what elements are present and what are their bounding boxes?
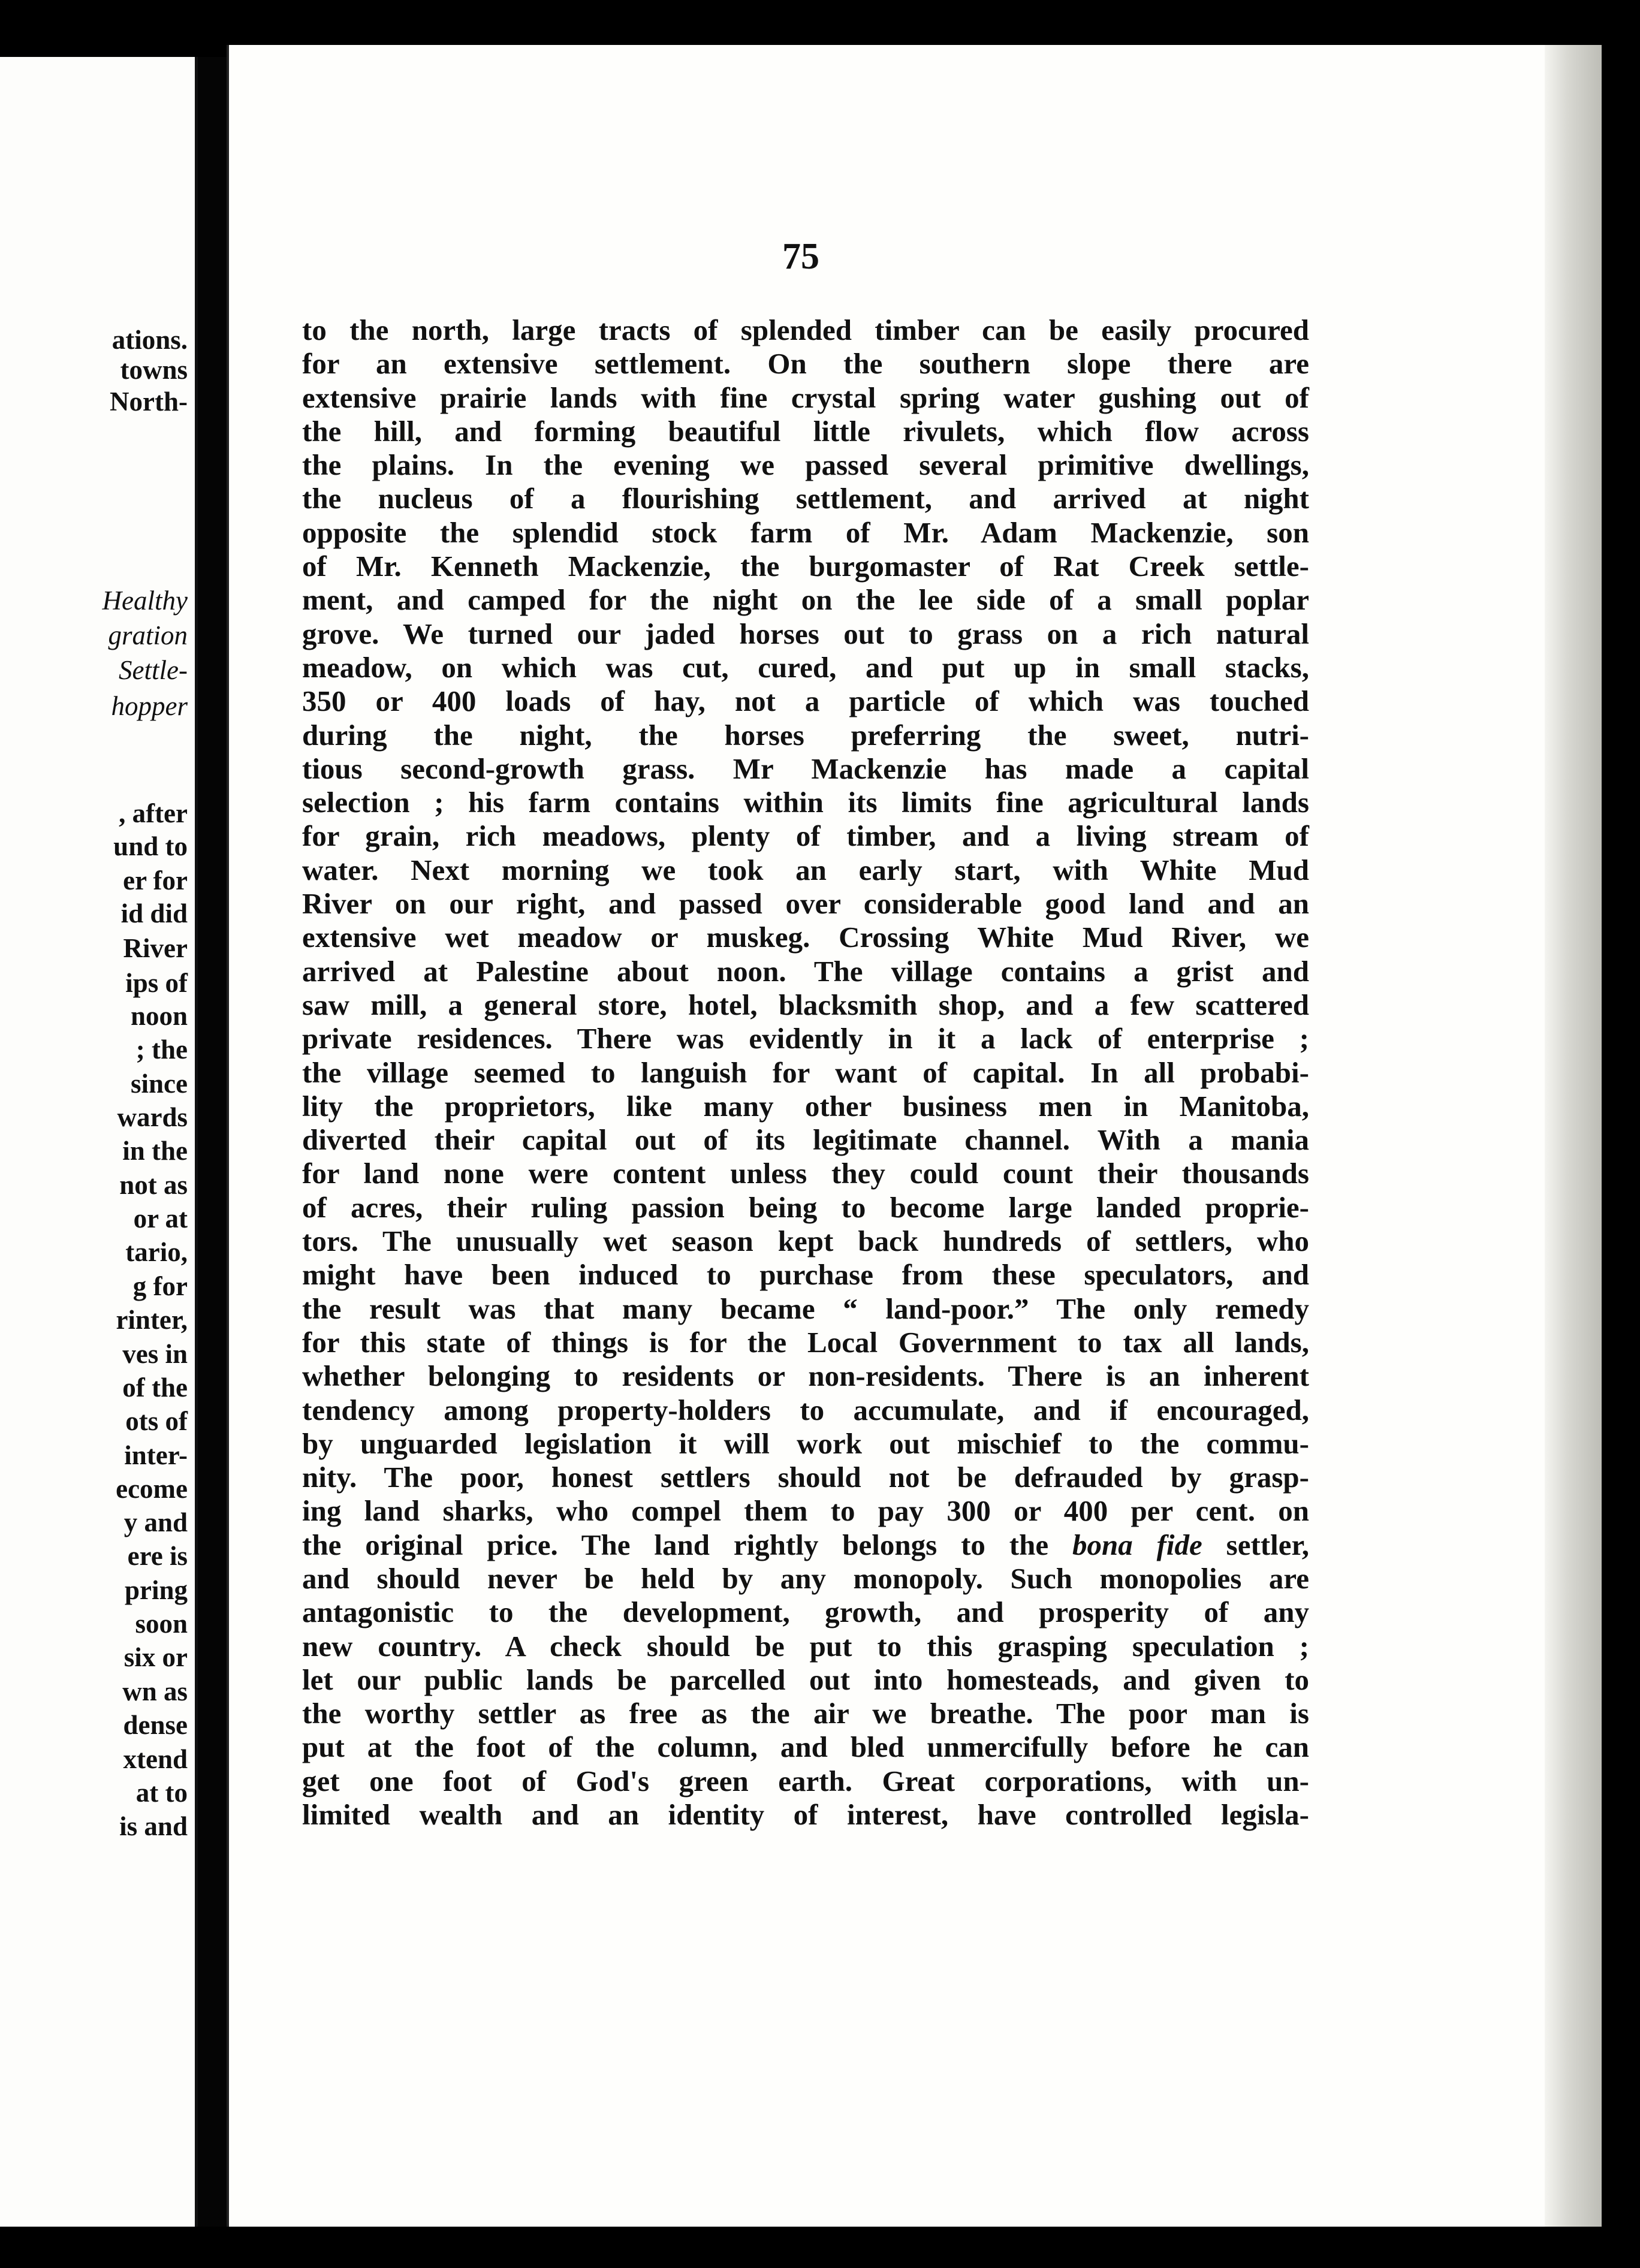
text-line: opposite the splendid stock farm of Mr. Adam Mackenzie, son bbox=[302, 515, 1309, 549]
text-line: diverted their capital out of its legitimate channel. With a mania bbox=[302, 1123, 1309, 1157]
left-page-line: noon bbox=[130, 1001, 188, 1031]
text-line: the original price. The land rightly belongs to the bona fide settler, bbox=[302, 1528, 1309, 1561]
left-page-line: ips of bbox=[125, 968, 188, 998]
left-page-line: er for bbox=[123, 865, 188, 895]
text-line: ment, and camped for the night on the lee side of a small poplar bbox=[302, 583, 1309, 617]
text-line: ing land sharks, who compel them to pay 300 or 400 per cent. on bbox=[302, 1494, 1309, 1528]
left-page-line: rinter, bbox=[116, 1305, 188, 1335]
text-line: by unguarded legislation it will work out mischief to the commu- bbox=[302, 1426, 1309, 1460]
text-line: the village seemed to languish for want of capital. In all probabi- bbox=[302, 1055, 1309, 1089]
text-line: for land none were content unless they could count their thousands bbox=[302, 1157, 1309, 1190]
left-page-line: of the bbox=[122, 1373, 188, 1403]
left-page-line: ves in bbox=[122, 1339, 188, 1369]
text-line: arrived at Palestine about noon. The village contains a grist and bbox=[302, 954, 1309, 988]
text-line: extensive wet meadow or muskeg. Crossing White Mud River, we bbox=[302, 921, 1309, 954]
body-text bbox=[302, 313, 1309, 1832]
left-page-line: xtend bbox=[123, 1744, 188, 1774]
left-page-line: towns bbox=[120, 355, 188, 385]
text-line: of acres, their ruling passion being to become large landed proprie- bbox=[302, 1190, 1309, 1224]
text-line: during the night, the horses preferring the sweet, nutri- bbox=[302, 718, 1309, 752]
page-edge-shadow bbox=[1545, 45, 1602, 2227]
right-page bbox=[227, 45, 1602, 2227]
text-line: let our public lands be parcelled out into homesteads, and given to bbox=[302, 1663, 1309, 1696]
text-line: the worthy settler as free as the air we breathe. The poor man is bbox=[302, 1697, 1309, 1730]
text-line: selection ; his farm contains within its limits fine agricultural lands bbox=[302, 786, 1309, 819]
left-page-line: g for bbox=[132, 1271, 188, 1301]
text-line: might have been induced to purchase from these speculators, and bbox=[302, 1258, 1309, 1292]
left-page-line: ots of bbox=[125, 1406, 188, 1436]
text-line: for an extensive settlement. On the southern slope there are bbox=[302, 347, 1309, 381]
italic-phrase: bona fide bbox=[1072, 1528, 1202, 1561]
left-page-line: gration bbox=[108, 620, 188, 650]
left-page-line: wn as bbox=[122, 1676, 188, 1706]
text-line: new country. A check should be put to this grasping speculation ; bbox=[302, 1629, 1309, 1663]
left-facing-page bbox=[0, 57, 198, 2227]
left-page-line: hopper bbox=[111, 691, 188, 721]
left-page-line: ere is bbox=[127, 1541, 188, 1571]
left-page-line: ; the bbox=[135, 1035, 188, 1064]
left-page-line: is and bbox=[119, 1811, 188, 1841]
left-page-line: inter- bbox=[124, 1440, 188, 1470]
left-page-line: wards bbox=[117, 1102, 188, 1132]
text-line: lity the proprietors, like many other business men in Manitoba, bbox=[302, 1089, 1309, 1123]
text-line: saw mill, a general store, hotel, blacksmith shop, and a few scattered bbox=[302, 988, 1309, 1021]
text-line: tors. The unusually wet season kept back hundreds of settlers, who bbox=[302, 1225, 1309, 1258]
text-line: extensive prairie lands with fine crystal spring water gushing out of bbox=[302, 381, 1309, 414]
text-line: 350 or 400 loads of hay, not a particle of which was touched bbox=[302, 684, 1309, 718]
text-line: nity. The poor, honest settlers should not be defrauded by grasp- bbox=[302, 1461, 1309, 1494]
text-line: the hill, and forming beautiful little rivulets, which flow across bbox=[302, 414, 1309, 448]
text-line: River on our right, and passed over considerable good land and an bbox=[302, 887, 1309, 921]
text-line: of Mr. Kenneth Mackenzie, the burgomaster of Rat Creek settle- bbox=[302, 550, 1309, 583]
text-line: antagonistic to the development, growth, and prosperity of any bbox=[302, 1596, 1309, 1629]
text-line: meadow, on which was cut, cured, and put up in small stacks, bbox=[302, 650, 1309, 684]
left-page-line: und to bbox=[113, 831, 188, 861]
text-line: private residences. There was evidently in it a lack of enterprise ; bbox=[302, 1022, 1309, 1055]
text-line: the plains. In the evening we passed several primitive dwellings, bbox=[302, 448, 1309, 482]
left-page-line: or at bbox=[133, 1204, 188, 1233]
left-page-line: ecome bbox=[116, 1474, 188, 1504]
text-line: the result was that many became “ land-poor.” The only remedy bbox=[302, 1292, 1309, 1325]
left-page-line: ations. bbox=[111, 325, 188, 355]
left-page-line: Healthy bbox=[102, 586, 188, 616]
page-number: 75 bbox=[782, 236, 819, 277]
text-line: get one foot of God's green earth. Great corporations, with un- bbox=[302, 1764, 1309, 1797]
text-line: tendency among property-holders to accumulate, and if encouraged, bbox=[302, 1393, 1309, 1426]
left-page-line: six or bbox=[123, 1642, 188, 1672]
left-page-line: id did bbox=[120, 898, 188, 928]
text-line: for grain, rich meadows, plenty of timber, and a living stream of bbox=[302, 819, 1309, 853]
left-page-line: Settle- bbox=[119, 655, 188, 685]
text-line: grove. We turned our jaded horses out to grass on a rich natural bbox=[302, 617, 1309, 650]
left-page-line: y and bbox=[123, 1507, 188, 1537]
text-line: the nucleus of a flourishing settlement, and arrived at night bbox=[302, 482, 1309, 515]
text-line: whether belonging to residents or non-residents. There is an inherent bbox=[302, 1359, 1309, 1393]
left-page-line: North- bbox=[110, 387, 188, 417]
text-line: for this state of things is for the Local Government to tax all lands, bbox=[302, 1325, 1309, 1359]
left-page-line: pring bbox=[124, 1575, 188, 1605]
left-page-line: River bbox=[123, 933, 188, 963]
left-page-line: , after bbox=[119, 798, 188, 828]
text-line: water. Next morning we took an early start, with White Mud bbox=[302, 853, 1309, 886]
left-page-line: tario, bbox=[125, 1237, 188, 1267]
left-page-line: dense bbox=[123, 1710, 188, 1740]
text-line: put at the foot of the column, and bled unmercifully before he can bbox=[302, 1730, 1309, 1764]
text-line: and should never be held by any monopoly. Such monopolies are bbox=[302, 1561, 1309, 1595]
text-line: to the north, large tracts of splended timber can be easily procured bbox=[302, 313, 1309, 346]
left-page-line: since bbox=[131, 1069, 188, 1099]
left-page-line: soon bbox=[135, 1609, 188, 1639]
book-gutter bbox=[198, 57, 227, 2227]
text-line: tious second-growth grass. Mr Mackenzie has made a capital bbox=[302, 752, 1309, 785]
left-page-line: in the bbox=[122, 1136, 188, 1166]
left-page-line: not as bbox=[119, 1170, 188, 1200]
left-page-line: at to bbox=[135, 1778, 188, 1808]
text-line: limited wealth and an identity of interest, have controlled legisla- bbox=[302, 1798, 1309, 1832]
